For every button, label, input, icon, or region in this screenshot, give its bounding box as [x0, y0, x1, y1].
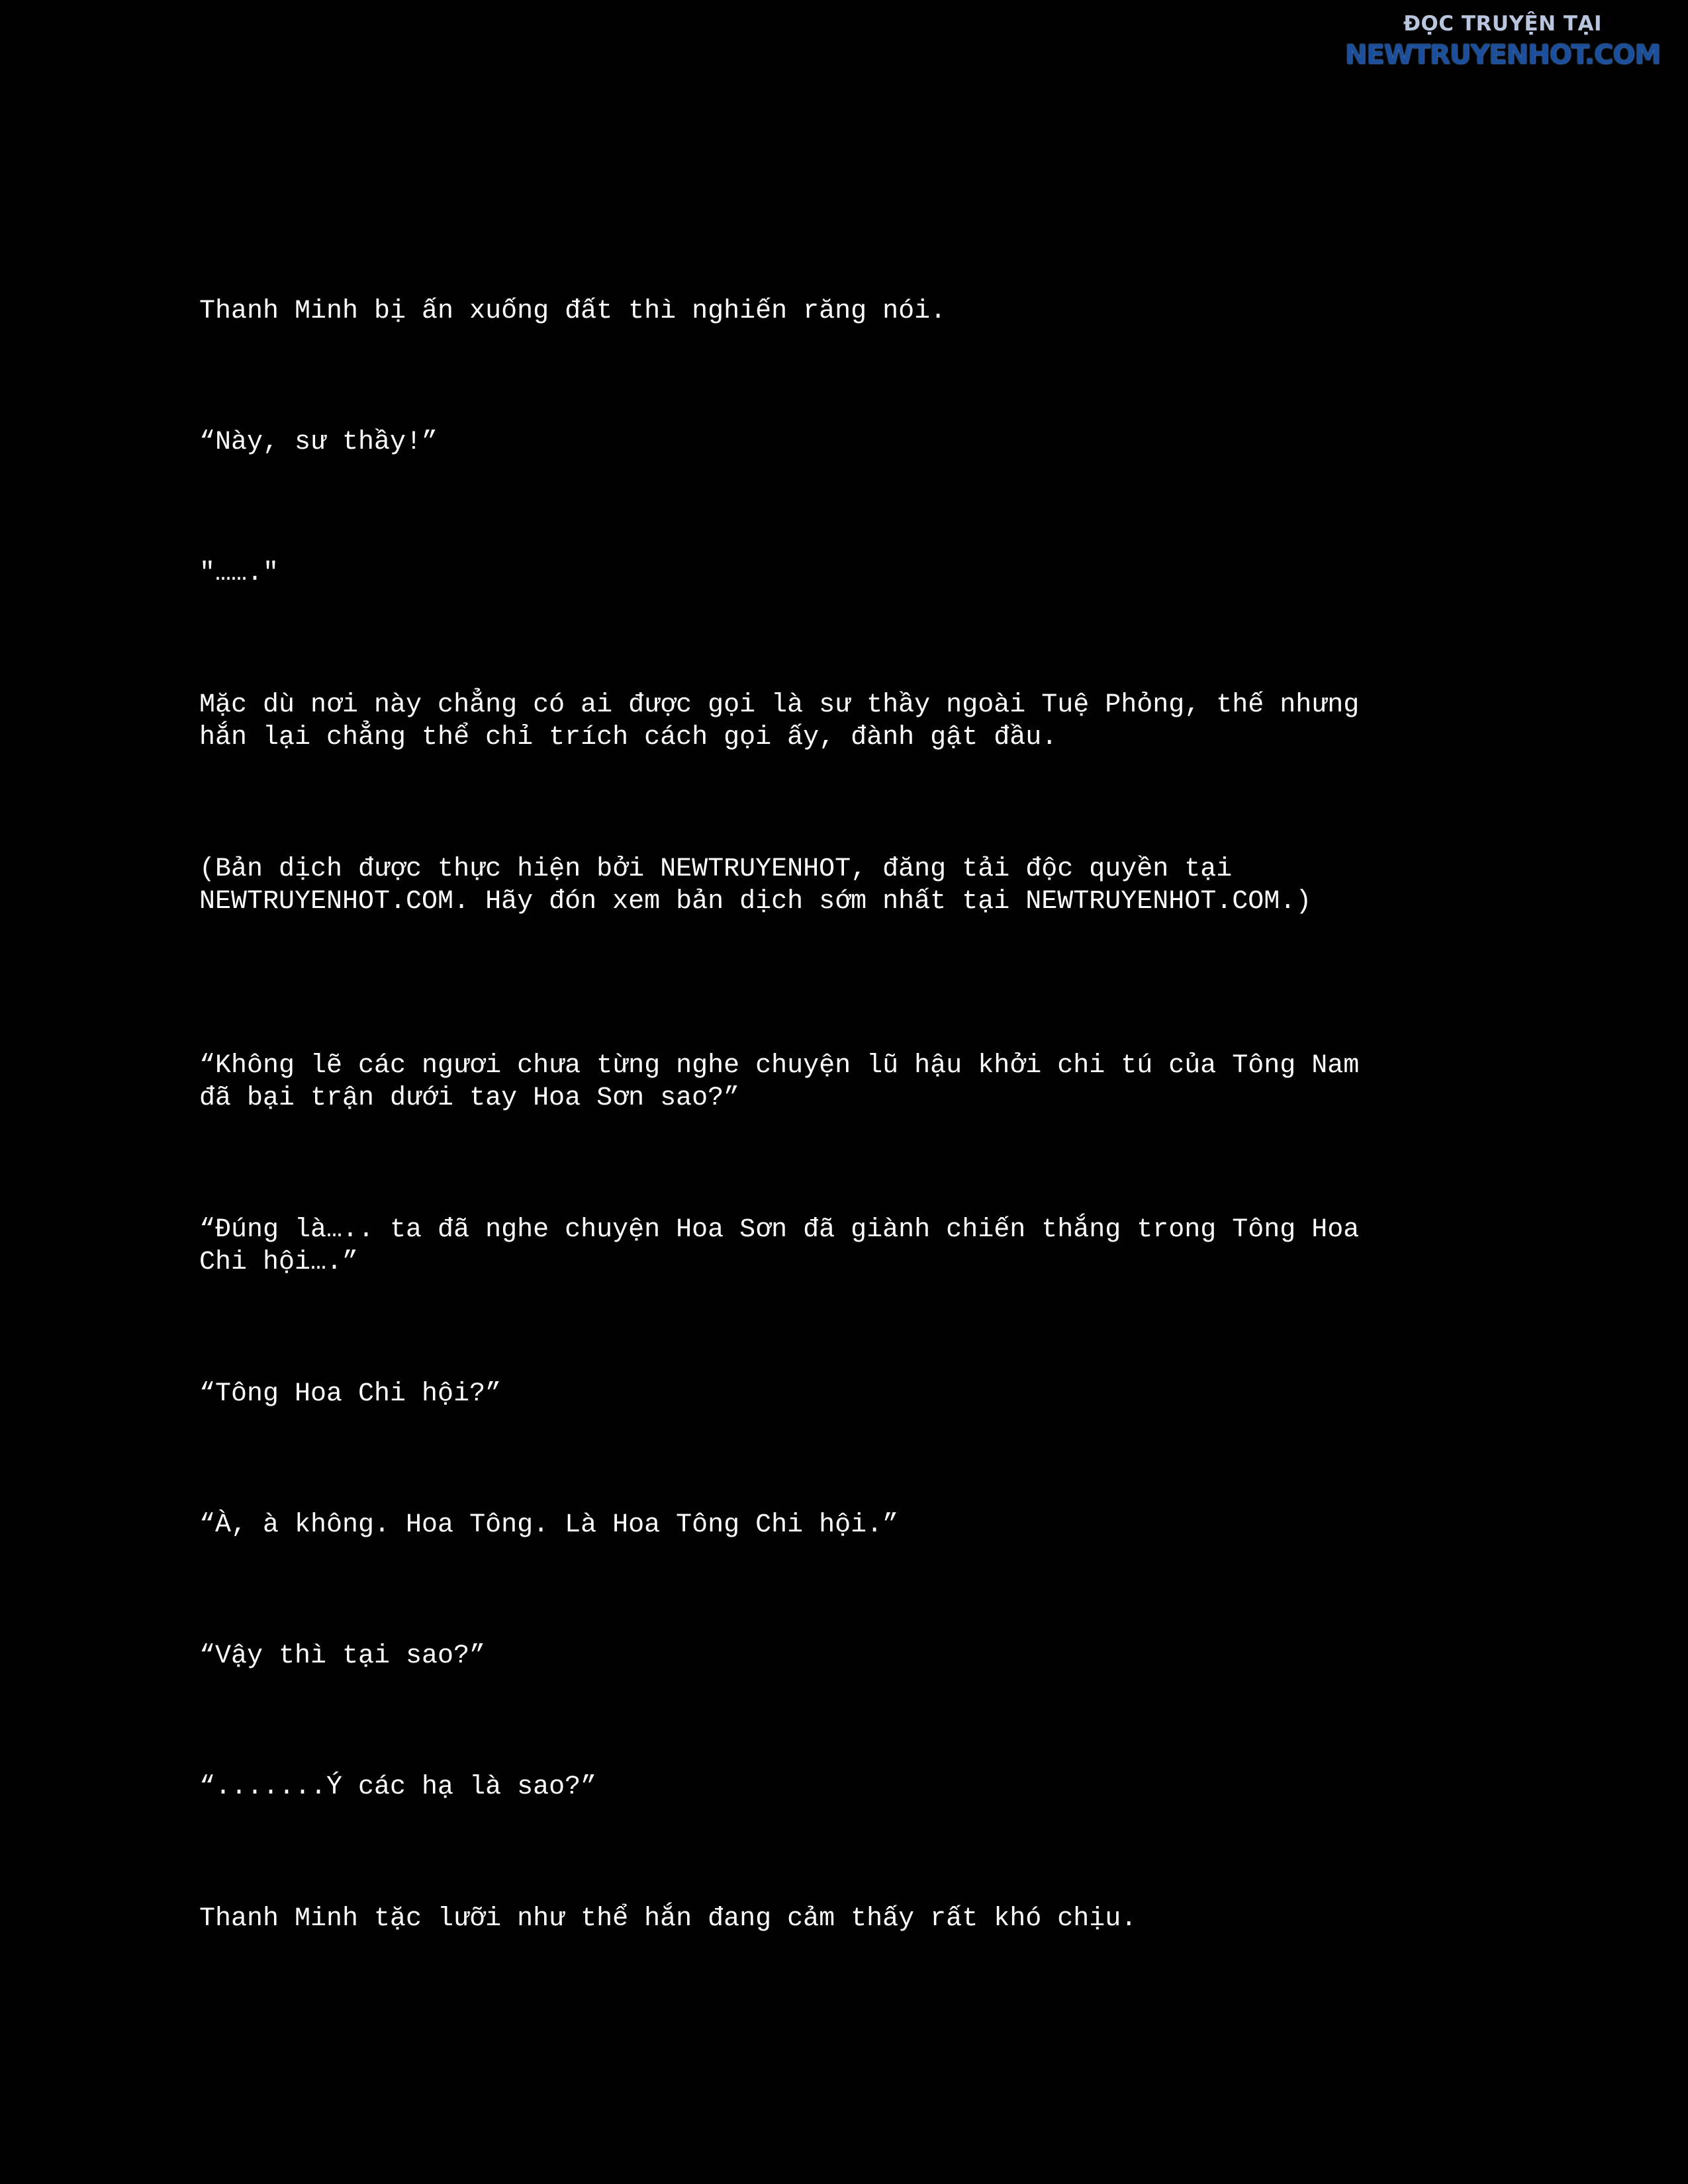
watermark-site-logo: NEWTRUYENHOT.COM	[1344, 40, 1661, 70]
dialogue-line: “À, à không. Hoa Tông. Là Hoa Tông Chi hội.”	[199, 1510, 899, 1540]
dialogue-line: “Này, sư thầy!”	[199, 428, 438, 457]
dialogue-line: “Tông Hoa Chi hội?”	[199, 1379, 502, 1409]
site-watermark	[1337, 9, 1668, 71]
dialogue-line: “Vậy thì tại sao?”	[199, 1641, 486, 1671]
dialogue-line: "……."	[199, 559, 279, 588]
dialogue-line: “Không lẽ các ngươi chưa từng nghe chuyện lũ hậu khởi chi tú của Tông Nam đã bại trận dưới tay Hoa Sơn sao?”	[199, 1051, 1360, 1113]
dialogue-line: “Đúng là….. ta đã nghe chuyện Hoa Sơn đã giành chiến thắng trong Tông Hoa Chi hội….”	[199, 1215, 1360, 1277]
watermark-tagline: ĐỌC TRUYỆN TẠI	[1403, 12, 1603, 36]
narration-paragraph: Mặc dù nơi này chẳng có ai được gọi là sư thầy ngoài Tuệ Phỏng, thế nhưng hắn lại chẳng thể chỉ trích cách gọi ấy, đành gật đầu.	[199, 690, 1360, 752]
translator-note: (Bản dịch được thực hiện bởi NEWTRUYENHOT, đăng tải độc quyền tại NEWTRUYENHOT.COM. Hãy đón xem bản dịch sớm nhất tại NEWTRUYENHOT.COM.)	[199, 854, 1312, 917]
narration-paragraph: Thanh Minh bị ấn xuống đất thì nghiến răng nói.	[199, 296, 947, 326]
narration-paragraph: Thanh Minh tặc lưỡi như thể hắn đang cảm thấy rất khó chịu.	[199, 1904, 1137, 1934]
dialogue-line: “.......Ý các hạ là sao?”	[199, 1772, 597, 1802]
